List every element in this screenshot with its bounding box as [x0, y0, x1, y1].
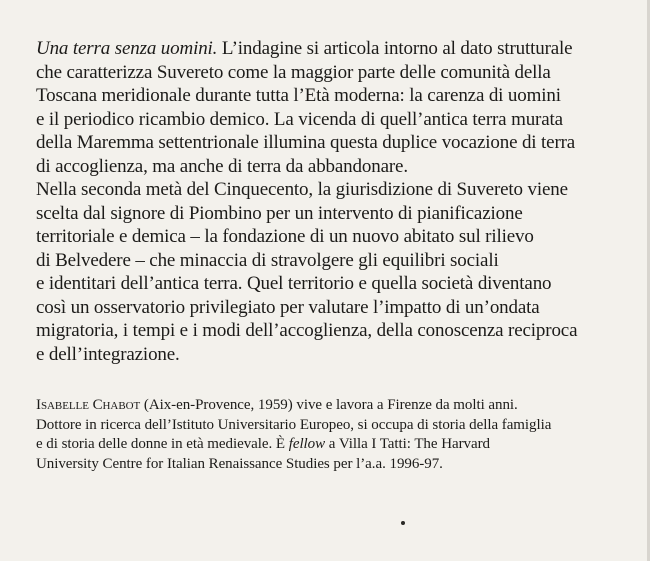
blurb-line: Nella seconda metà del Cinquecento, la giurisdizione di Suvereto viene: [36, 179, 568, 200]
blurb-line: e dell’integrazione.: [36, 343, 180, 365]
blurb-line: di Belvedere – che minaccia di stravolgere gli equilibri sociali: [36, 249, 499, 271]
blurb-line: territoriale e demica – la fondazione di un nuovo abitato sul rilievo: [36, 226, 534, 247]
book-title: Una terra senza uomini.: [36, 38, 218, 59]
blurb-line: di accoglienza, ma anche di terra da abbandonare.: [36, 155, 408, 177]
blurb-line: [36, 37, 646, 61]
bio-line-text: e di storia delle donne in età medievale. È: [36, 436, 289, 453]
bio-line-text: (Aix-en-Provence, 1959) vive e lavora a Firenze da molti anni.: [140, 397, 518, 413]
bio-line-text: a Villa I Tatti: The Harvard: [325, 436, 490, 453]
decorative-dot: [401, 521, 405, 525]
blurb-line: della Maremma settentrionale illumina questa duplice vocazione di terra: [36, 132, 576, 153]
bio-line: University Centre for Italian Renaissance Studies per l’a.a. 1996-97.: [36, 455, 443, 472]
bio-line: [36, 396, 646, 416]
author-name: Isabelle Chabot: [36, 397, 141, 413]
blurb-line: così un osservatorio privilegiato per valutare l’impatto di un’ondata: [36, 296, 540, 318]
blurb-line-text: L’indagine si articola intorno al dato strutturale: [217, 38, 573, 59]
blurb-line: Toscana meridionale durante tutta l’Età moderna: la carenza di uomini: [36, 85, 561, 106]
blurb-line: che caratterizza Suvereto come la maggior parte delle comunità della: [36, 61, 551, 83]
bio-line: Dottore in ricerca dell’Istituto Universitario Europeo, si occupa di storia della famiglia: [36, 416, 552, 433]
blurb-line: migratoria, i tempi e i modi dell’accoglienza, della conoscenza reciproca: [36, 320, 578, 341]
blurb-line: scelta dal signore di Piombino per un intervento di pianificazione: [36, 202, 523, 224]
blurb-line: e identitari dell’antica terra. Quel territorio e quella società diventano: [36, 273, 552, 294]
blurb-line: e il periodico ricambio demico. La vicenda di quell’antica terra murata: [36, 108, 563, 130]
book-blurb: [36, 37, 646, 366]
fellow-term: fellow: [288, 436, 326, 453]
bio-line: [36, 435, 646, 455]
author-bio: [36, 396, 646, 474]
